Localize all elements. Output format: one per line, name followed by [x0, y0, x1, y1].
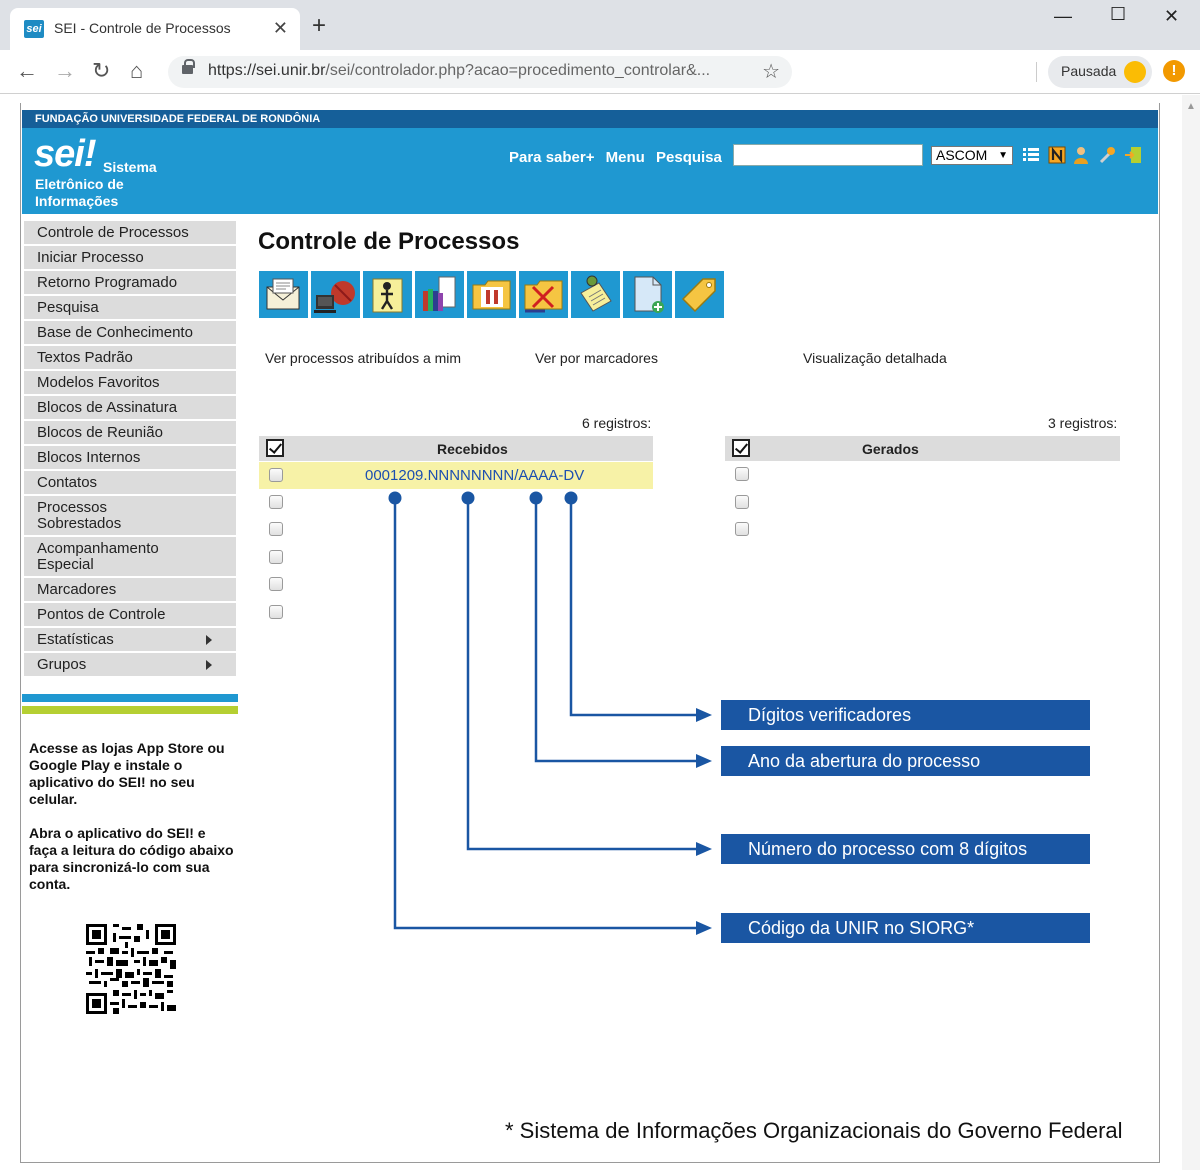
- sei-favicon-icon: sei: [24, 20, 44, 38]
- forward-arrow-icon[interactable]: →: [54, 58, 76, 83]
- sidebar-item-label: Marcadores: [37, 581, 117, 598]
- star-icon[interactable]: ☆: [762, 61, 780, 83]
- pesquisa-link[interactable]: Pesquisa: [656, 149, 722, 166]
- sidebar-item-label: Controle de Processos: [37, 224, 189, 241]
- close-window-icon[interactable]: ✕: [1164, 6, 1180, 26]
- footnote: * Sistema de Informações Organizacionais do Governo Federal: [505, 1118, 1123, 1143]
- url-text: https://sei.unir.br/sei/controlador.php?acao=procedimento_controlar&...: [208, 62, 711, 79]
- process-number-link[interactable]: 0001209.NNNNNNNN/AAAA-DV: [365, 467, 585, 484]
- sidebar-item-label: Pesquisa: [37, 299, 99, 316]
- home-icon[interactable]: ⌂: [130, 58, 144, 83]
- institution-name: FUNDAÇÃO UNIVERSIDADE FEDERAL DE RONDÔNIA: [35, 113, 321, 125]
- sidebar-item-label: Contatos: [37, 474, 98, 491]
- sidebar-item-label: Retorno Programado: [37, 274, 178, 291]
- sidebar-item-label: Iniciar Processo: [37, 249, 144, 266]
- generated-header-label: Gerados: [862, 441, 919, 457]
- detailed-view-link[interactable]: Visualização detalhada: [803, 350, 947, 366]
- sidebar-item-label: Estatísticas: [37, 631, 114, 648]
- sidebar-item-label: Blocos de Reunião: [37, 424, 163, 441]
- alert-icon[interactable]: !: [1163, 60, 1185, 82]
- view-assigned-link[interactable]: Ver processos atribuídos a mim: [265, 350, 462, 366]
- sei-sistema-label: Sistema: [103, 159, 157, 175]
- para-saber-link[interactable]: Para saber+: [509, 149, 595, 166]
- sidebar-item-label: Pontos de Controle: [37, 606, 166, 623]
- annotation-process-number: Número do processo com 8 dígitos: [721, 834, 1090, 864]
- unit-select-value: ASCOM: [936, 147, 988, 163]
- sidebar-item-label: Modelos Favoritos: [37, 374, 160, 391]
- sidebar-item-label: Acompanhamento Especial: [37, 540, 159, 573]
- annotation-siorg-code: Código da UNIR no SIORG*: [721, 913, 1090, 943]
- scroll-up-icon[interactable]: ▲: [1186, 101, 1196, 112]
- sei-logo[interactable]: sei!: [34, 133, 96, 175]
- sidebar-item-label: Textos Padrão: [37, 349, 133, 366]
- sidebar-item-label: Blocos Internos: [37, 449, 141, 466]
- new-tab-icon[interactable]: +: [312, 12, 327, 39]
- sidebar-item-label: Blocos de Assinatura: [37, 399, 178, 416]
- sidebar-item-label: Base de Conhecimento: [37, 324, 193, 341]
- qr-instructions: Abra o aplicativo do SEI! e faça a leitura do código abaixo para sincronizá-lo com sua conta.: [29, 825, 234, 892]
- sei-subtitle-line1: Eletrônico de: [35, 176, 124, 192]
- received-header-label: Recebidos: [437, 441, 508, 457]
- annotation-check-digits: Dígitos verificadores: [721, 700, 1090, 730]
- sidebar-item-label: Processos Sobrestados: [37, 499, 122, 532]
- app-store-info: Acesse as lojas App Store ou Google Play e instale o aplicativo do SEI! no seu celular.: [29, 740, 225, 807]
- close-tab-icon[interactable]: ✕: [272, 18, 288, 38]
- annotation-year: Ano da abertura do processo: [721, 746, 1090, 776]
- sei-subtitle-line2: Informações: [35, 193, 119, 209]
- received-count: 6 registros:: [582, 415, 652, 431]
- menu-link[interactable]: Menu: [605, 149, 645, 166]
- minimize-icon[interactable]: —: [1054, 6, 1072, 26]
- maximize-icon[interactable]: ☐: [1110, 4, 1127, 24]
- tab-title: SEI - Controle de Processos: [54, 20, 231, 36]
- generated-count: 3 registros:: [1048, 415, 1118, 431]
- dropdown-arrow-icon: ▼: [998, 150, 1008, 161]
- sidebar-item-label: Grupos: [37, 656, 87, 673]
- reload-icon[interactable]: ↻: [92, 58, 111, 83]
- view-by-markers-link[interactable]: Ver por marcadores: [535, 350, 658, 366]
- page-title: Controle de Processos: [258, 228, 520, 255]
- profile-label: Pausada: [1061, 63, 1117, 79]
- back-arrow-icon[interactable]: ←: [16, 58, 38, 83]
